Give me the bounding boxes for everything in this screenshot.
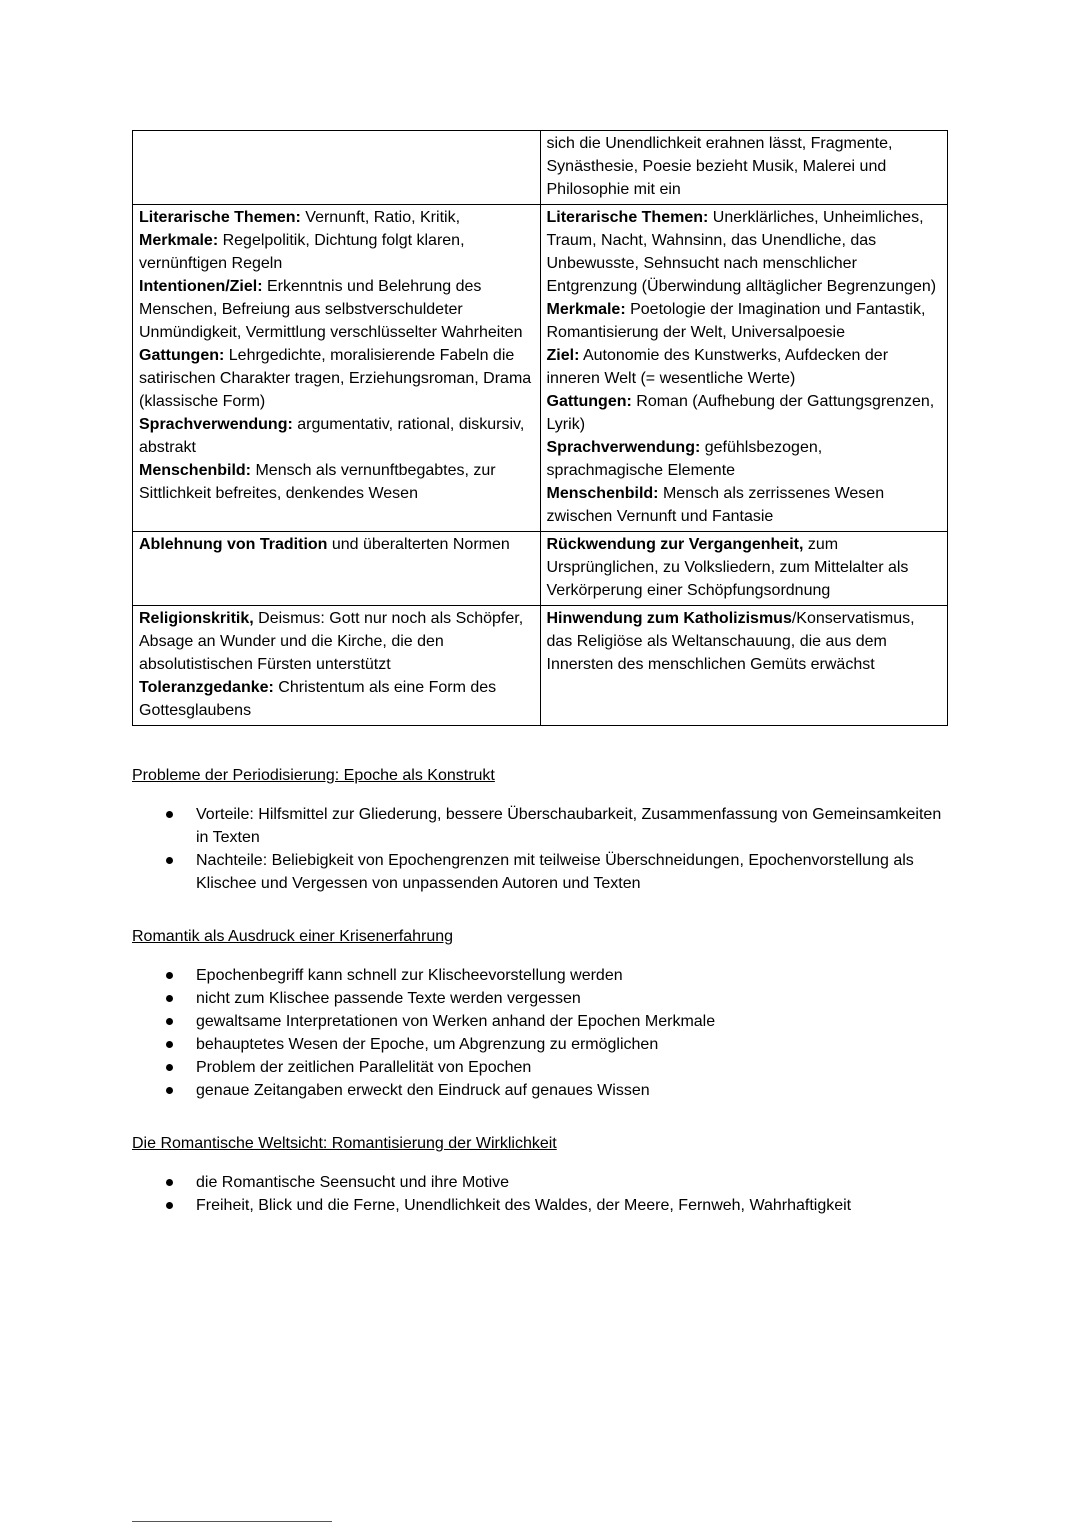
section-heading: Romantik als Ausdruck einer Krisenerfahrung xyxy=(132,928,454,945)
table-cell-right xyxy=(540,532,948,606)
bullet-item: behauptetes Wesen der Epoche, um Abgrenzung zu ermöglichen xyxy=(196,1033,948,1056)
table-row xyxy=(133,532,948,606)
bullet-list xyxy=(132,1171,948,1217)
cell-paragraph: Literarische Themen: Vernunft, Ratio, Kritik, xyxy=(139,209,461,226)
cell-paragraph: Religionskritik, Deismus: Gott nur noch als Schöpfer, Absage an Wunder und die Kirche, die den absolutistischen Fürsten unterstützt xyxy=(139,610,524,673)
sections xyxy=(132,764,948,1217)
table-cell-right xyxy=(540,205,948,532)
bullet-item: die Romantische Seensucht und ihre Motive xyxy=(196,1171,948,1194)
bullet-item: gewaltsame Interpretationen von Werken anhand der Epochen Merkmale xyxy=(196,1010,948,1033)
cell-paragraph: Gattungen: Lehrgedichte, moralisierende Fabeln die satirischen Charakter tragen, Erziehungsroman, Drama (klassische Form) xyxy=(139,347,532,410)
bullet-item: Nachteile: Beliebigkeit von Epochengrenzen mit teilweise Überschneidungen, Epochenvorstellung als Klischee und Vergessen von unpassenden Autoren und Texten xyxy=(196,849,948,895)
comparison-table xyxy=(132,130,948,726)
cell-paragraph: Merkmale: Regelpolitik, Dichtung folgt klaren, vernünftigen Regeln xyxy=(139,232,465,272)
comparison-table-body xyxy=(133,131,948,726)
table-row xyxy=(133,606,948,726)
bullet-item: Problem der zeitlichen Parallelität von Epochen xyxy=(196,1056,948,1079)
table-row xyxy=(133,131,948,205)
table-cell-left xyxy=(133,532,541,606)
bullet-list xyxy=(132,803,948,895)
table-cell-right xyxy=(540,606,948,726)
cell-paragraph: Menschenbild: Mensch als vernunftbegabtes, zur Sittlichkeit befreites, denkendes Wesen xyxy=(139,462,496,502)
cell-paragraph: Literarische Themen: Unerklärliches, Unheimliches, Traum, Nacht, Wahnsinn, das Unendliche, das Unbewusste, Sehnsucht nach menschlicher Entgrenzung (Überwindung alltäglicher Begrenzungen) xyxy=(546,209,937,295)
cell-paragraph: Intentionen/Ziel: Erkenntnis und Belehrung des Menschen, Befreiung aus selbstverschuldeter Unmündigkeit, Vermittlung verschlüsselter Wahrheiten xyxy=(139,278,523,341)
bullet-list xyxy=(132,964,948,1102)
cell-paragraph: Merkmale: Poetologie der Imagination und Fantastik, Romantisierung der Welt, Universalpoesie xyxy=(546,301,926,341)
cell-paragraph: Sprachverwendung: gefühlsbezogen, sprachmagische Elemente xyxy=(546,439,823,479)
table-row xyxy=(133,205,948,532)
table-cell-left xyxy=(133,131,541,205)
table-cell-left xyxy=(133,606,541,726)
section-heading: Die Romantische Weltsicht: Romantisierung der Wirklichkeit xyxy=(132,1135,557,1152)
bullet-item: nicht zum Klischee passende Texte werden vergessen xyxy=(196,987,948,1010)
cell-paragraph: sich die Unendlichkeit erahnen lässt, Fragmente, Synästhesie, Poesie bezieht Musik, Malerei und Philosophie mit ein xyxy=(546,135,893,198)
bullet-item: Freiheit, Blick und die Ferne, Unendlichkeit des Waldes, der Meere, Fernweh, Wahrhaftigkeit xyxy=(196,1194,948,1217)
cell-paragraph: Menschenbild: Mensch als zerrissenes Wesen zwischen Vernunft und Fantasie xyxy=(546,485,885,525)
section-heading: Probleme der Periodisierung: Epoche als Konstrukt xyxy=(132,767,495,784)
cell-paragraph: Rückwendung zur Vergangenheit, zum Ursprünglichen, zu Volksliedern, zum Mittelalter als Verkörperung einer Schöpfungsordnung xyxy=(546,536,909,599)
cell-paragraph: Toleranzgedanke: Christentum als eine Form des Gottesglaubens xyxy=(139,679,497,719)
cell-paragraph: Gattungen: Roman (Aufhebung der Gattungsgrenzen, Lyrik) xyxy=(546,393,935,433)
bullet-item: genaue Zeitangaben erweckt den Eindruck auf genaues Wissen xyxy=(196,1079,948,1102)
bullet-item: Vorteile: Hilfsmittel zur Gliederung, bessere Überschaubarkeit, Zusammenfassung von Gemeinsamkeiten in Texten xyxy=(196,803,948,849)
cell-paragraph: Ablehnung von Tradition und überalterten Normen xyxy=(139,536,510,553)
table-cell-left xyxy=(133,205,541,532)
cell-paragraph: Sprachverwendung: argumentativ, rational, diskursiv, abstrakt xyxy=(139,416,525,456)
cell-paragraph: Ziel: Autonomie des Kunstwerks, Aufdecken der inneren Welt (= wesentliche Werte) xyxy=(546,347,889,387)
cell-paragraph: Hinwendung zum Katholizismus/Konservatismus, das Religiöse als Weltanschauung, die aus dem Innersten des menschlichen Gemüts erwächst xyxy=(546,610,915,673)
next-page-cutoff-line xyxy=(132,1521,332,1522)
bullet-item: Epochenbegriff kann schnell zur Klischeevorstellung werden xyxy=(196,964,948,987)
table-cell-right xyxy=(540,131,948,205)
